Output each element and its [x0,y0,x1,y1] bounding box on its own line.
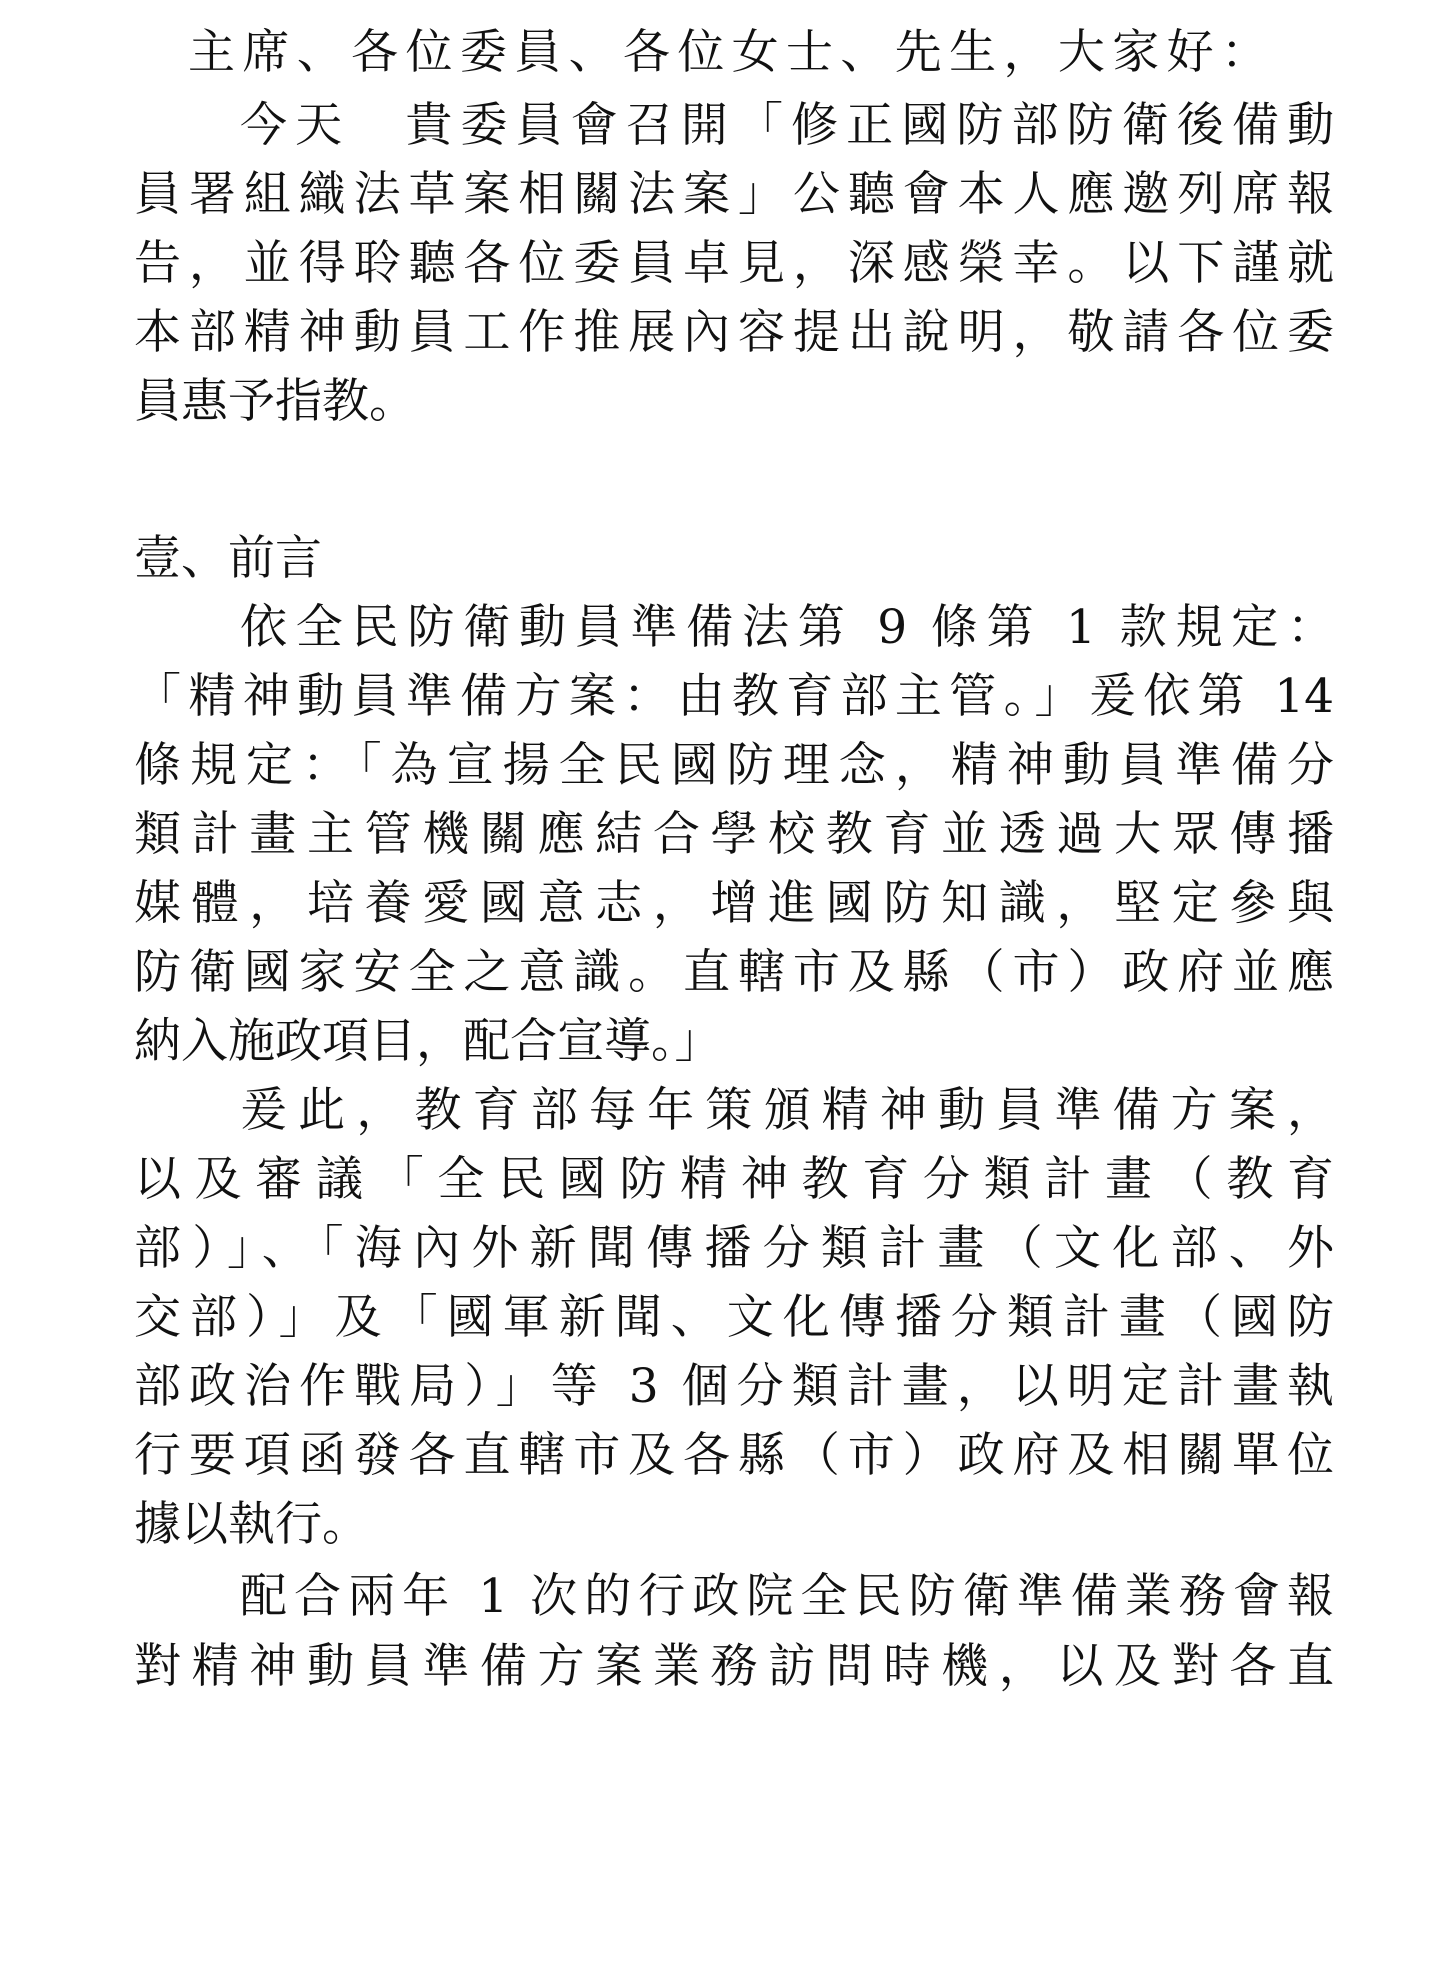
para2-line: 據以執行。 [134,1497,369,1552]
greeting-line: 主席、各位委員、各位女士、先生，大家好： [188,25,1268,80]
para2-line: 以及審議「全民國防精神教育分類計畫（教育 [134,1152,1334,1207]
para3-line: 配合兩年 1 次的行政院全民防衛準備業務會報 [240,1569,1334,1624]
para2-line: 爰此，教育部每年策頒精神動員準備方案， [240,1083,1334,1138]
para1-line: 「精神動員準備方案：由教育部主管。」爰依第 14 [134,669,1334,724]
para1-line: 依全民防衛動員準備法第 9 條第 1 款規定： [240,600,1334,655]
intro-line: 員署組織法草案相關法案」公聽會本人應邀列席報 [134,167,1334,222]
intro-line: 告，並得聆聽各位委員卓見，深感榮幸。以下謹就 [134,236,1334,291]
intro-line: 員惠予指教。 [134,374,416,429]
para1-line: 納入施政項目，配合宣導。」 [134,1014,722,1069]
para1-line: 媒體，培養愛國意志，增進國防知識，堅定參與 [134,876,1334,931]
para1-line: 防衛國家安全之意識。直轄市及縣（市）政府並應 [134,945,1334,1000]
para2-line: 部）」、「海內外新聞傳播分類計畫（文化部、外 [134,1221,1334,1276]
para1-line: 類計畫主管機關應結合學校教育並透過大眾傳播 [134,807,1334,862]
para1-line: 條規定：「為宣揚全民國防理念，精神動員準備分 [134,738,1334,793]
para2-line: 交部）」及「國軍新聞、文化傳播分類計畫（國防 [134,1290,1334,1345]
intro-line: 本部精神動員工作推展內容提出說明，敬請各位委 [134,305,1334,360]
para3-line: 對精神動員準備方案業務訪問時機，以及對各直 [134,1639,1334,1694]
section-heading: 壹、前言 [134,531,322,586]
intro-line: 今天 貴委員會召開「修正國防部防衛後備動 [240,98,1334,153]
para2-line: 行要項函發各直轄市及各縣（市）政府及相關單位 [134,1428,1334,1483]
para2-line: 部政治作戰局）」等 3 個分類計畫，以明定計畫執 [134,1359,1334,1414]
